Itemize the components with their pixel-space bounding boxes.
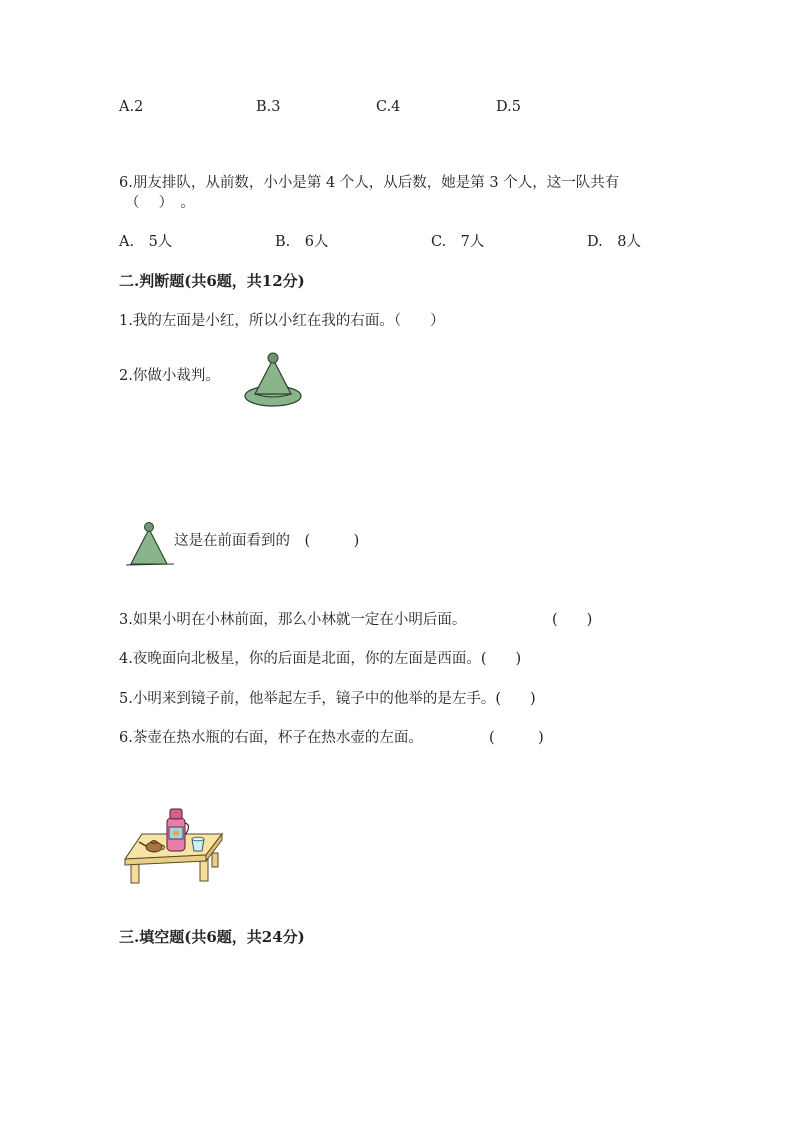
judge-question-3: 3.如果小明在小林前面，那么小林就一定在小明后面。 (119, 612, 467, 628)
q6-option-d[interactable]: D. 8人 (587, 234, 641, 250)
q5-option-b[interactable]: B.3 (256, 99, 281, 115)
question-6-text: 6.朋友排队，从前数，小小是第 4 个人，从后数，她是第 3 个人，这一队共有 (119, 175, 620, 191)
judge-question-5: 5.小明来到镜子前，他举起左手，镜子中的他举的是左手。( ) (119, 691, 536, 707)
q6-option-c[interactable]: C. 7人 (431, 234, 485, 250)
judge-question-3-blank: ( ) (552, 612, 593, 628)
cone-front-view-icon (124, 517, 176, 569)
judge-question-6: 6.茶壶在热水瓶的右面，杯子在热水壶的左面。 (119, 730, 423, 746)
q5-option-d[interactable]: D.5 (496, 99, 521, 115)
q5-option-c[interactable]: C.4 (376, 99, 401, 115)
judge-question-4: 4.夜晚面向北极星，你的后面是北面，你的左面是西面。( ) (119, 651, 522, 667)
q6-option-b[interactable]: B. 6人 (275, 234, 329, 250)
q6-option-a[interactable]: A. 5人 (119, 234, 173, 250)
judge-question-2: 2.你做小裁判。 (119, 368, 220, 384)
table-thermos-teapot-cup-icon (122, 805, 226, 887)
judge-question-2-caption: 这是在前面看到的 ( ) (174, 533, 360, 549)
judge-question-6-blank: ( ) (489, 730, 544, 746)
q5-option-a[interactable]: A.2 (119, 99, 144, 115)
judge-question-1: 1.我的左面是小红，所以小红在我的右面。（ ） (119, 313, 445, 329)
cone-top-view-icon (240, 350, 306, 410)
question-6-blank: （ ） 。 (125, 195, 195, 211)
section-3-title: 三.填空题(共6题，共24分) (119, 928, 305, 946)
section-2-title: 二.判断题(共6题，共12分) (119, 272, 305, 290)
